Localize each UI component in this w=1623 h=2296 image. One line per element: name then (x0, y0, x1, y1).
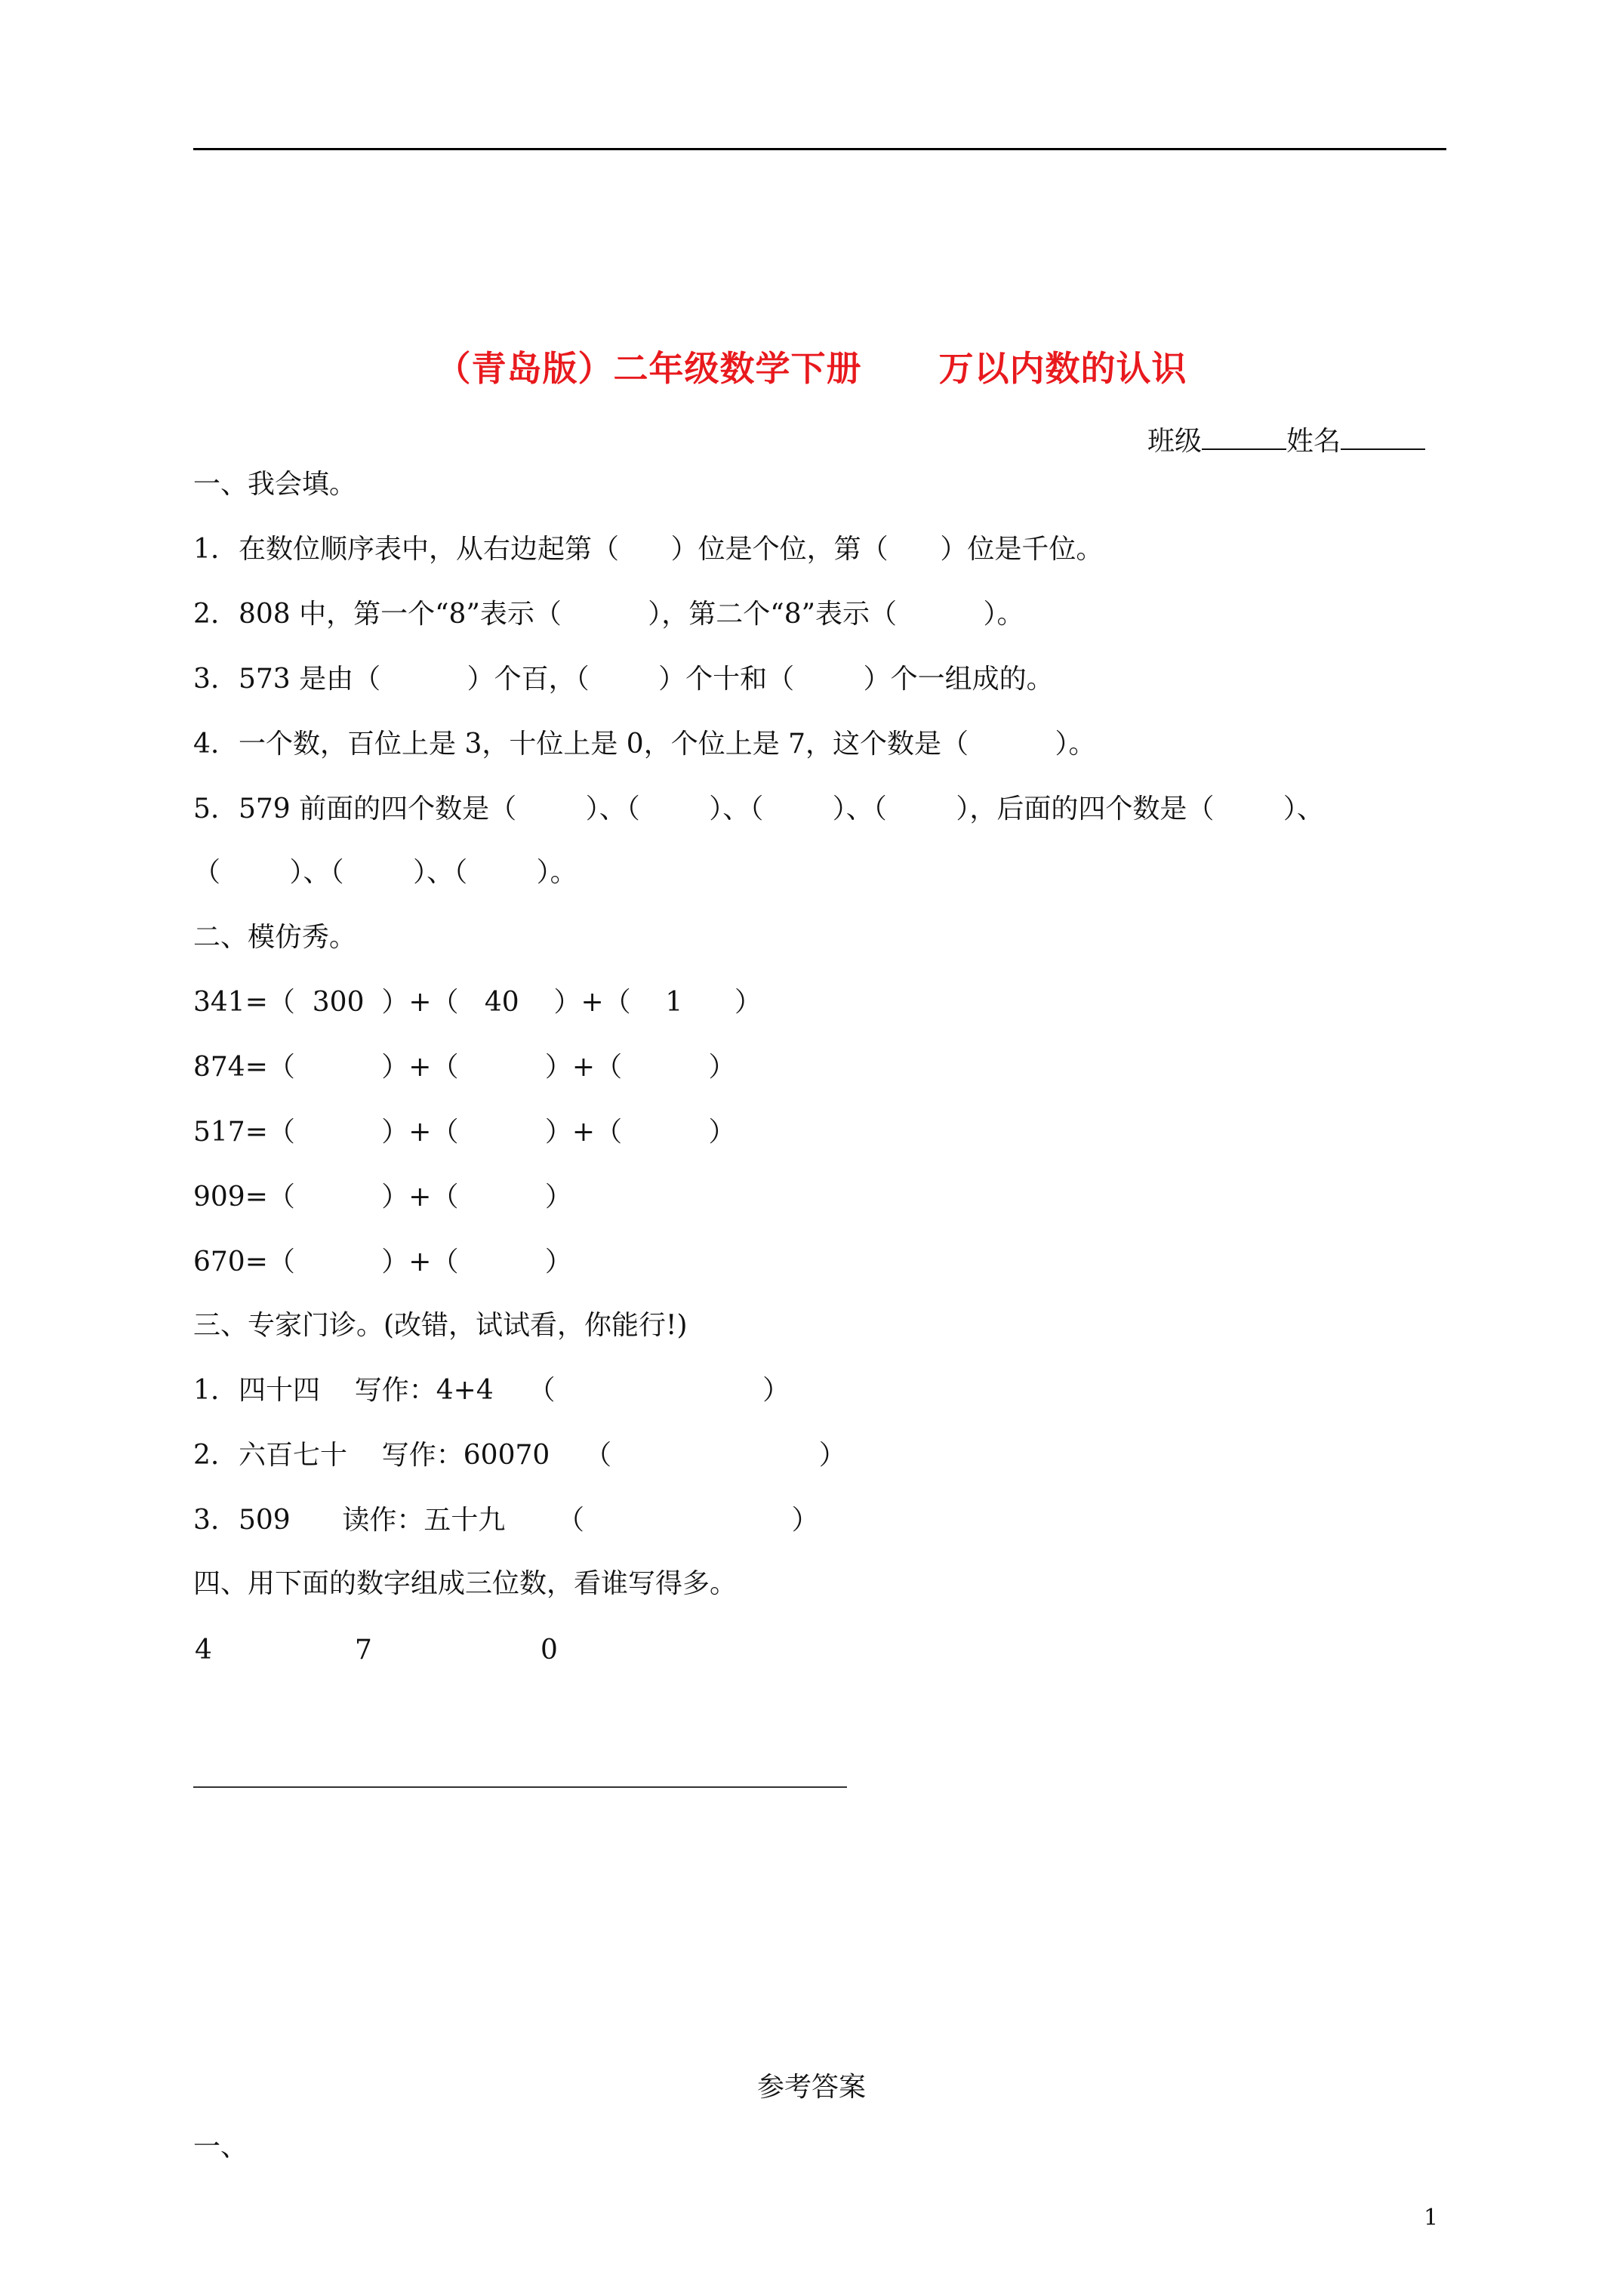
class-label: 班级 (1147, 426, 1203, 457)
imitation-row: 874=（ ）+（ ）+（ ） (193, 1052, 736, 1083)
question-text: 573 是由（ ）个百，（ ）个十和（ ）个一组成的。 (239, 664, 1054, 695)
question-number: 3. (193, 1505, 220, 1536)
class-blank[interactable] (1202, 426, 1286, 450)
imitation-row: 517=（ ）+（ ）+（ ） (193, 1117, 736, 1148)
section-2-heading: 二、模仿秀。 (193, 922, 357, 953)
question-number: 2. (193, 599, 220, 630)
question-text: 579 前面的四个数是（ ）、（ ）、（ ）、（ ），后面的四个数是（ ）、 (239, 794, 1324, 824)
correction-item-2 (193, 1439, 846, 1472)
answers-section-1: 一、 (193, 2131, 248, 2162)
question-1-1 (193, 533, 1103, 566)
question-number: 3. (193, 664, 220, 695)
name-label: 姓名 (1286, 426, 1341, 457)
question-text: 在数位顺序表中，从右边起第（ ）位是个位，第（ ）位是千位。 (239, 534, 1104, 565)
question-1-3 (193, 663, 1054, 696)
question-1-5-continued: （ ）、（ ）、（ ）。 (193, 857, 577, 888)
question-text: 六百七十 写作：60070 （ ） (239, 1440, 846, 1471)
digit-4: 4 (195, 1635, 212, 1666)
digit-0: 0 (540, 1635, 558, 1666)
question-number: 2. (193, 1440, 220, 1471)
digit-7: 7 (355, 1635, 372, 1666)
question-1-4 (193, 728, 1095, 761)
name-blank[interactable] (1341, 426, 1425, 450)
question-number: 1. (193, 534, 220, 565)
header-rule (193, 148, 1446, 150)
imitation-row: 670=（ ）+（ ） (193, 1247, 572, 1277)
question-text: 808 中，第一个“8”表示（ ），第二个“8”表示（ ）。 (239, 599, 1024, 630)
correction-item-3 (193, 1504, 819, 1537)
section-1-heading: 一、我会填。 (193, 469, 357, 500)
section-4-heading: 四、用下面的数字组成三位数，看谁写得多。 (193, 1568, 738, 1599)
class-name-fields (1147, 420, 1425, 458)
answer-line (193, 1786, 847, 1788)
question-number: 1. (193, 1375, 220, 1406)
question-number: 4. (193, 729, 220, 760)
answers-heading: 参考答案 (756, 2072, 866, 2103)
page-number: 1 (1424, 2205, 1439, 2231)
imitation-row-example: 341=（ 300 ）+（ 40 ）+（ 1 ） (193, 987, 762, 1018)
question-number: 5. (193, 794, 220, 824)
question-1-5 (193, 793, 1324, 826)
imitation-row: 909=（ ）+（ ） (193, 1182, 572, 1213)
question-text: 四十四 写作：4+4 （ ） (239, 1375, 790, 1406)
question-text: 509 读作：五十九 （ ） (239, 1505, 819, 1536)
correction-item-1 (193, 1374, 790, 1407)
question-text: 一个数，百位上是 3，十位上是 0，个位上是 7，这个数是（ ）。 (239, 729, 1096, 760)
section-3-heading: 三、专家门诊。(改错，试试看，你能行!) (193, 1310, 688, 1341)
page-title: （青岛版）二年级数学下册 万以内数的认识 (436, 348, 1187, 389)
question-1-2 (193, 598, 1024, 631)
